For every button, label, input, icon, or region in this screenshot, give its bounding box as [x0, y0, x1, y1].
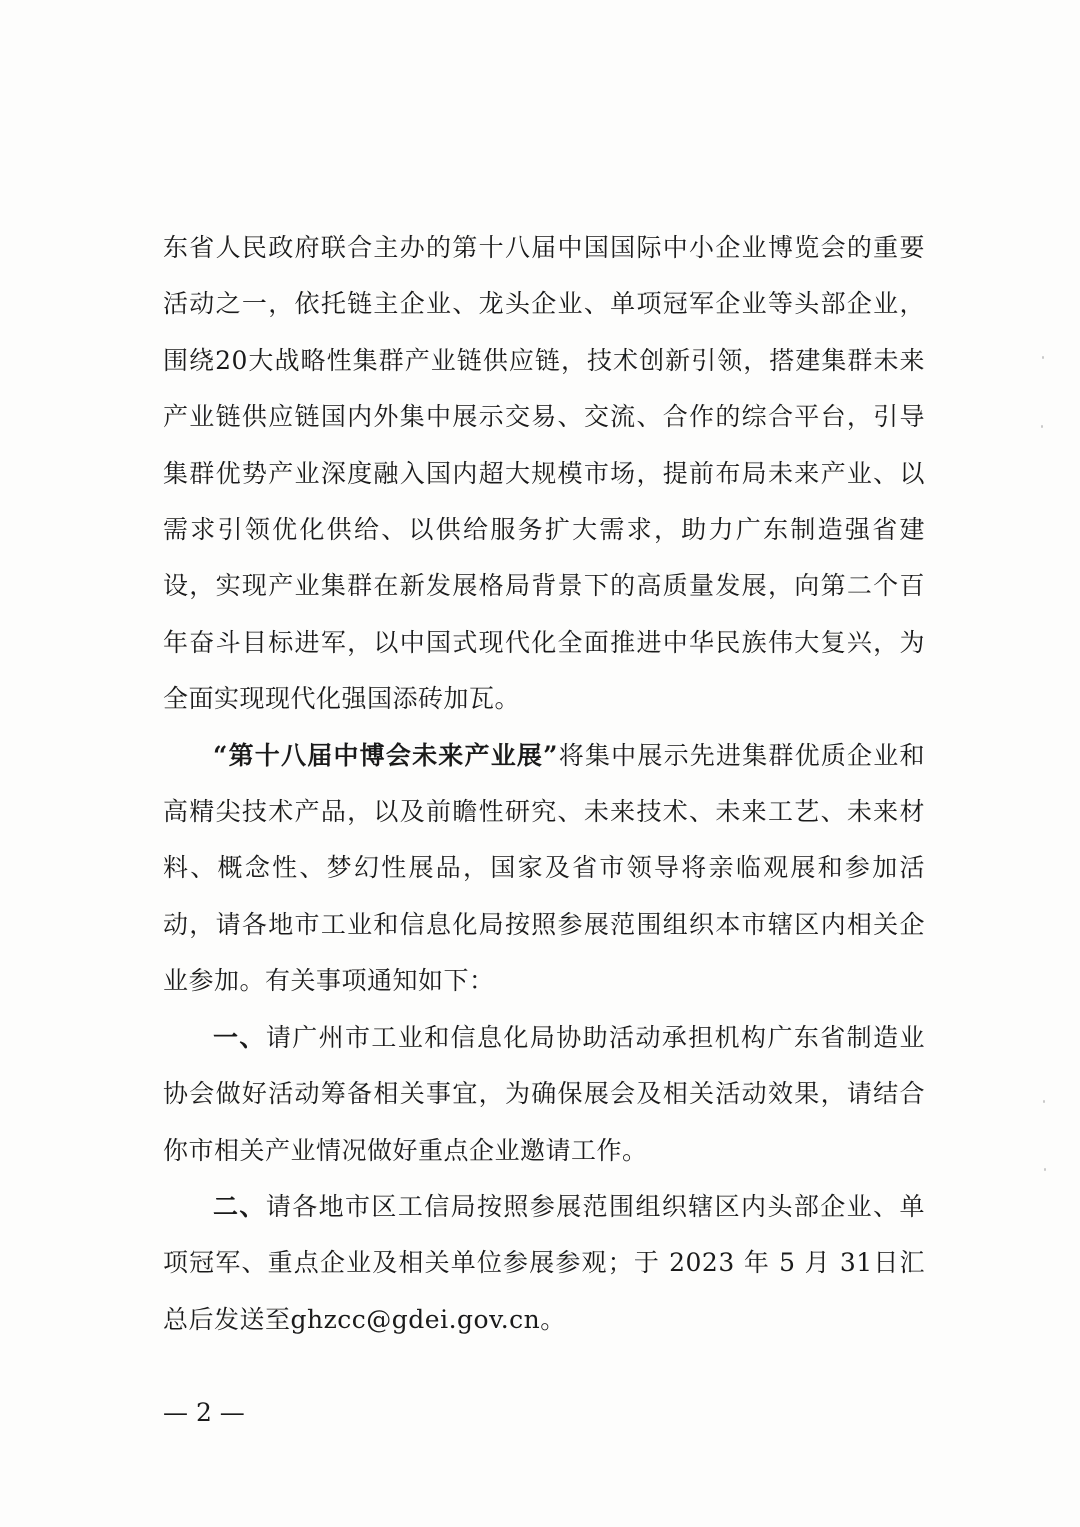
paragraph-item-one — [163, 1010, 925, 1179]
paragraph-continuation — [163, 220, 925, 728]
paragraph-lead-number: 二、 — [213, 1191, 266, 1221]
paragraph-future-industry-expo — [163, 728, 925, 1010]
paragraph-text: 请广州市工业和信息化局协助活动承担机构广东省制造业协会做好活动筹备相关事宜，为确保展会及相关活动效果，请结合你市相关产业情况做好重点企业邀请工作。 — [163, 1022, 925, 1165]
paragraph-text: 请各地市区工信局按照参展范围组织辖区内头部企业、单项冠军、重点企业及相关单位参展参观；于 2023 年 5 月 31日汇总后发送至ghzcc@gdei.gov.cn。 — [163, 1191, 925, 1334]
paragraph-lead-expo-title: “第十八届中博会未来产业展” — [213, 740, 559, 770]
page-number: — 2 — — [163, 1398, 245, 1427]
scan-speck — [1041, 425, 1043, 428]
scan-speck — [1044, 1168, 1046, 1171]
paragraph-item-two — [163, 1179, 925, 1348]
paragraph-lead-number: 一、 — [213, 1022, 266, 1052]
paragraph-text: 东省人民政府联合主办的第十八届中国国际中小企业博览会的重要活动之一，依托链主企业、龙头企业、单项冠军企业等头部企业，围绕20大战略性集群产业链供应链，技术创新引领，搭建集群未来产业链供应链国内外集中展示交易、交流、合作的综合平台，引导集群优势产业深度融入国内超大规模市场，提前布局未来产业、以需求引领优化供给、以供给服务扩大需求，助力广东制造强省建设，实现产业集群在新发展格局背景下的高质量发展，向第二个百年奋斗目标进军，以中国式现代化全面推进中华民族伟大复兴，为全面实现现代化强国添砖加瓦。 — [163, 233, 925, 714]
paragraph-text: 将集中展示先进集群优质企业和高精尖技术产品，以及前瞻性研究、未来技术、未来工艺、未来材料、概念性、梦幻性展品，国家及省市领导将亲临观展和参加活动，请各地市工业和信息化局按照参展范围组织本市辖区内相关企业参加。有关事项通知如下： — [163, 740, 925, 996]
scan-speck — [1042, 356, 1044, 359]
document-body — [163, 220, 925, 1348]
scan-speck — [1043, 1100, 1045, 1103]
